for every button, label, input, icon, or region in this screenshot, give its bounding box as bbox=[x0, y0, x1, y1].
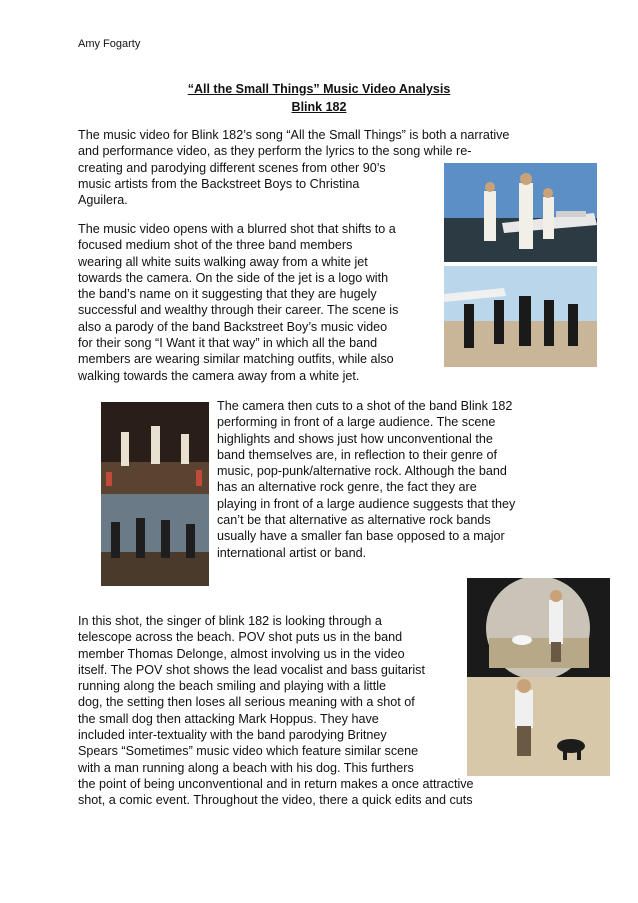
title-line-2: Blink 182 bbox=[291, 100, 347, 114]
text-line: member Thomas Delonge, almost involving us in the video bbox=[78, 646, 405, 661]
text-line: The music video for Blink 182’s song “All the Small Things” is both a narrative bbox=[78, 128, 510, 142]
text-line: highlights and shows just how unconventional the bbox=[217, 431, 493, 446]
text-line: also a parody of the band Backstreet Boy’s music video bbox=[78, 319, 388, 334]
text-line: with a man running along a beach with his dog. This furthers bbox=[78, 760, 414, 775]
text-line: the band’s name on it suggesting that they are hugely bbox=[78, 287, 377, 302]
text-line: Spears “Sometimes” music video which feature similar scene bbox=[78, 744, 419, 759]
text-line: usually have a smaller fan base opposed to a major bbox=[217, 529, 505, 544]
photo-beach-telescope-stills bbox=[467, 578, 610, 776]
text-line: Aguilera. bbox=[78, 193, 128, 208]
text-line: creating and parodying different scenes from other 90’s bbox=[78, 160, 386, 175]
photo-concert-stills bbox=[101, 402, 209, 586]
paragraph-beach-scene bbox=[78, 613, 474, 809]
text-line: the point of being unconventional and in return makes a once attractive bbox=[78, 776, 474, 791]
text-line: successful and wealthy through their career. The scene is bbox=[78, 303, 399, 318]
paragraph-opening-shot bbox=[78, 221, 398, 384]
text-line: can’t be that alternative as alternative rock bands bbox=[217, 513, 491, 528]
text-line: walking towards the camera away from a white jet. bbox=[78, 368, 360, 383]
text-line: performing in front of a large audience. The scene bbox=[217, 415, 496, 430]
text-line: the small dog then attacking Mark Hoppus. They have bbox=[78, 711, 379, 726]
text-line: and performance video, as they perform the lyrics to the song while re- bbox=[78, 144, 472, 159]
text-line: shot, a comic event. Throughout the video, there a quick edits and cuts bbox=[78, 793, 473, 808]
text-line: has an alternative rock genre, the fact they are bbox=[217, 480, 477, 495]
text-line: music artists from the Backstreet Boys to Christina bbox=[78, 176, 360, 191]
text-line: In this shot, the singer of blink 182 is looking through a bbox=[78, 614, 382, 628]
text-line: telescope across the beach. POV shot puts us in the band bbox=[78, 630, 403, 645]
text-line: band themselves are, in reflection to their genre of bbox=[217, 447, 498, 462]
photo-backstreet-boys-jet bbox=[444, 266, 597, 367]
text-line: playing in front of a large audience suggests that they bbox=[217, 496, 516, 511]
paragraph-performance bbox=[217, 398, 515, 561]
text-line: international artist or band. bbox=[217, 545, 367, 560]
text-line: dog, the setting then loses all serious meaning with a shot of bbox=[78, 695, 415, 710]
text-line: towards the camera. On the side of the jet is a logo with bbox=[78, 270, 389, 285]
author-name: Amy Fogarty bbox=[78, 38, 141, 50]
text-line: The camera then cuts to a shot of the band Blink 182 bbox=[217, 399, 513, 413]
text-line: music, pop-punk/alternative rock. Although the band bbox=[217, 464, 507, 479]
title-line-1: “All the Small Things” Music Video Analysis bbox=[187, 82, 451, 96]
text-line: members are wearing similar matching outfits, while also bbox=[78, 352, 394, 367]
text-line: for their song “I Want it that way” in which all the band bbox=[78, 336, 378, 351]
text-line: wearing all white suits walking away from a white jet bbox=[78, 254, 368, 269]
text-line: running along the beach smiling and playing with a little bbox=[78, 679, 387, 694]
text-line: focused medium shot of the three band members bbox=[78, 238, 353, 253]
photo-blink182-jet bbox=[444, 163, 597, 262]
document-title bbox=[0, 80, 638, 116]
text-line: included inter-textuality with the band parodying Britney bbox=[78, 728, 387, 743]
text-line: itself. The POV shot shows the lead vocalist and bass guitarist bbox=[78, 662, 425, 677]
text-line: The music video opens with a blurred shot that shifts to a bbox=[78, 222, 396, 236]
